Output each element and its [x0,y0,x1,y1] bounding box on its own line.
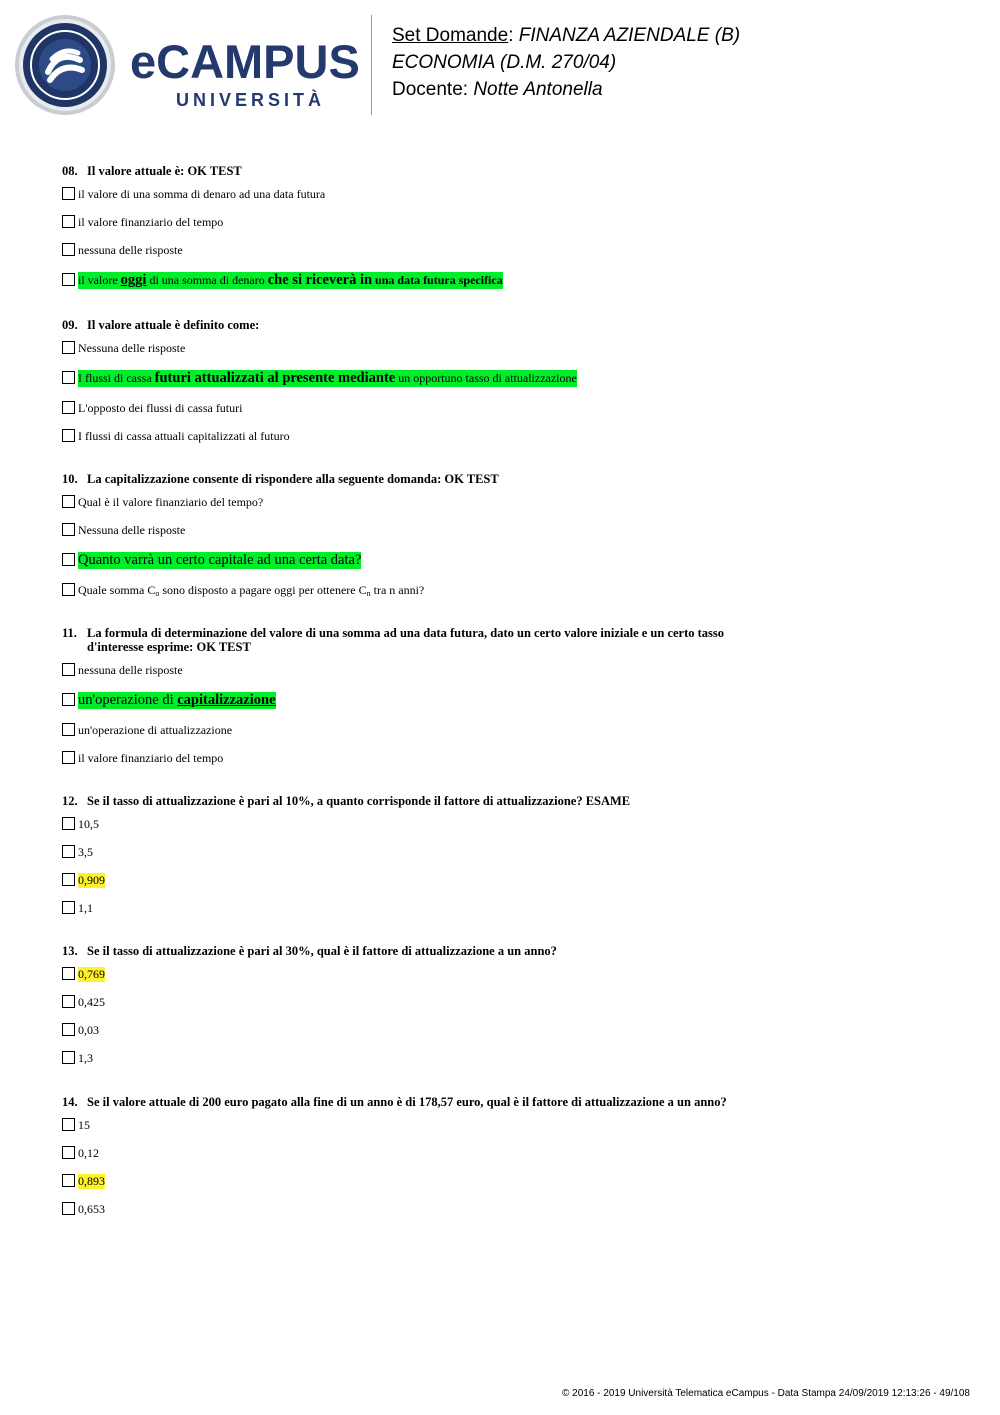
logo-wordmark: eCAMPUS [130,35,360,88]
question-title [62,318,942,332]
answer-checkbox[interactable] [62,873,75,886]
answer-text: 0,03 [78,1022,99,1037]
question-title [62,944,942,958]
answer-text-highlighted: il valore oggi di una somma di denaro che si riceverà in una data futura specifica [78,271,503,288]
answer-option[interactable] [62,720,942,740]
answer-option[interactable] [62,240,942,260]
question-10 [62,472,942,600]
answer-text: il valore finanziario del tempo [78,750,224,765]
question-13 [62,944,942,1068]
question-08 [62,164,942,292]
answer-text-highlighted: 0,893 [78,1173,105,1188]
answer-text: nessuna delle risposte [78,242,183,257]
question-number: 10. [62,472,78,486]
answer-option[interactable] [62,338,942,358]
answer-text: Nessuna delle risposte [78,340,186,355]
answer-checkbox[interactable] [62,751,75,764]
docente-value: Notte Antonella [473,79,603,100]
set-line: Set Domande: FINANZA AZIENDALE (B) [392,25,741,46]
question-text: Se il valore attuale di 200 euro pagato alla fine di un anno è di 178,57 euro, qual è il fattore di attualizzazione a un anno? [87,1095,727,1109]
docente-line [392,76,740,103]
answer-text: 0,425 [78,994,105,1009]
answer-checkbox[interactable] [62,995,75,1008]
answer-checkbox[interactable] [62,967,75,980]
answer-checkbox[interactable] [62,523,75,536]
question-14 [62,1095,942,1219]
answer-checkbox[interactable] [62,429,75,442]
answer-option[interactable] [62,898,942,918]
question-number: 14. [62,1095,78,1109]
answer-option-correct[interactable] [62,548,942,572]
answer-option[interactable] [62,398,942,418]
question-title [62,472,942,486]
answer-checkbox[interactable] [62,401,75,414]
header-divider [371,15,372,115]
answer-option[interactable] [62,426,942,446]
answer-text: 0,653 [78,1201,105,1216]
answer-checkbox[interactable] [62,553,75,566]
answer-text-highlighted: 0,769 [78,966,105,981]
answer-text: Qual è il valore finanziario del tempo? [78,494,264,509]
answer-option[interactable] [62,212,942,232]
question-title [62,626,942,654]
answer-text-highlighted: un'operazione di capitalizzazione [78,691,276,708]
answer-text-highlighted: I flussi di cassa futuri attualizzati al presente mediante un opportuno tasso di attualizzazione [78,369,577,386]
answer-option-correct[interactable] [62,366,942,390]
answer-option[interactable] [62,1143,942,1163]
answer-checkbox[interactable] [62,583,75,596]
page-footer: © 2016 - 2019 Università Telematica eCampus - Data Stampa 24/09/2019 12:13:26 - 49/108 [562,1388,970,1399]
answer-checkbox[interactable] [62,1051,75,1064]
question-09 [62,318,942,446]
answer-checkbox[interactable] [62,845,75,858]
answer-option[interactable] [62,492,942,512]
answer-checkbox[interactable] [62,215,75,228]
answer-text: L'opposto dei flussi di cassa futuri [78,400,243,415]
answer-option[interactable] [62,748,942,768]
answer-text-highlighted: 0,909 [78,872,105,887]
answer-checkbox[interactable] [62,723,75,736]
question-text: La formula di determinazione del valore di una somma ad una data futura, dato un certo valore iniziale e un certo tasso d'interesse esprime: OK TEST [87,626,725,654]
answer-option-correct[interactable] [62,1171,942,1191]
answer-text: 1,3 [78,1050,93,1065]
answer-option[interactable] [62,660,942,680]
question-number: 11. [62,626,77,640]
question-number: 12. [62,794,78,808]
question-11 [62,626,942,768]
answer-checkbox[interactable] [62,187,75,200]
question-title [62,794,942,808]
answer-option[interactable] [62,992,942,1012]
answer-text: Quale somma $C_o$ sono disposto a pagare oggi per ottenere $C_n$ tra n anni? [78,582,425,598]
set-label: Set Domande [392,25,509,46]
answer-checkbox[interactable] [62,1202,75,1215]
answer-checkbox[interactable] [62,273,75,286]
answer-text: I flussi di cassa attuali capitalizzati al futuro [78,428,290,443]
question-text: La capitalizzazione consente di rispondere alla seguente domanda: OK TEST [87,472,499,486]
answer-checkbox[interactable] [62,817,75,830]
answer-option[interactable] [62,1020,942,1040]
answer-option-correct[interactable] [62,964,942,984]
answer-checkbox[interactable] [62,495,75,508]
answer-option-correct[interactable] [62,268,942,292]
ecampus-logo-badge [14,14,116,116]
answer-checkbox[interactable] [62,663,75,676]
answer-checkbox[interactable] [62,341,75,354]
answer-option[interactable] [62,520,942,540]
answer-checkbox[interactable] [62,901,75,914]
question-number: 09. [62,318,78,332]
answer-text: 3,5 [78,844,93,859]
question-text: Se il tasso di attualizzazione è pari al 10%, a quanto corrisponde il fattore di attualizzazione? ESAME [87,794,631,808]
answer-checkbox[interactable] [62,371,75,384]
answer-text: un'operazione di attualizzazione [78,722,233,737]
answer-option[interactable] [62,814,942,834]
answer-option-correct[interactable] [62,688,942,712]
document-header [392,22,740,103]
question-text: Il valore attuale è: OK TEST [87,164,242,178]
docente-label: Docente: [392,79,469,100]
answer-text: il valore finanziario del tempo [78,214,224,229]
set-value: FINANZA AZIENDALE (B) [518,25,741,46]
question-number: 13. [62,944,78,958]
question-title [62,1095,942,1109]
answer-checkbox[interactable] [62,693,75,706]
answer-text: il valore di una somma di denaro ad una data futura [78,186,326,201]
answer-checkbox[interactable] [62,1146,75,1159]
answer-text: nessuna delle risposte [78,662,183,677]
answer-checkbox[interactable] [62,1174,75,1187]
question-text: Se il tasso di attualizzazione è pari al 30%, qual è il fattore di attualizzazione a un anno? [87,944,557,958]
course-name: ECONOMIA (D.M. 270/04) [392,52,617,73]
question-12 [62,794,942,918]
answer-option[interactable] [62,1115,942,1135]
answer-option[interactable] [62,580,942,600]
answer-text: Nessuna delle risposte [78,522,186,537]
answer-text: 0,12 [78,1145,99,1160]
question-title [62,164,942,178]
answer-text-highlighted: Quanto varrà un certo capitale ad una certa data? [78,551,362,568]
question-text: Il valore attuale è definito come: [87,318,260,332]
question-number: 08. [62,164,78,178]
answer-option[interactable] [62,184,942,204]
answer-checkbox[interactable] [62,243,75,256]
answer-text: 1,1 [78,900,93,915]
answer-option[interactable] [62,842,942,862]
logo-subtitle: UNIVERSITÀ [176,90,326,110]
answer-option[interactable] [62,1199,942,1219]
answer-option-correct[interactable] [62,870,942,890]
answer-checkbox[interactable] [62,1118,75,1131]
answer-checkbox[interactable] [62,1023,75,1036]
answer-text: 15 [78,1117,90,1132]
answer-option[interactable] [62,1048,942,1068]
answer-text: 10,5 [78,816,99,831]
